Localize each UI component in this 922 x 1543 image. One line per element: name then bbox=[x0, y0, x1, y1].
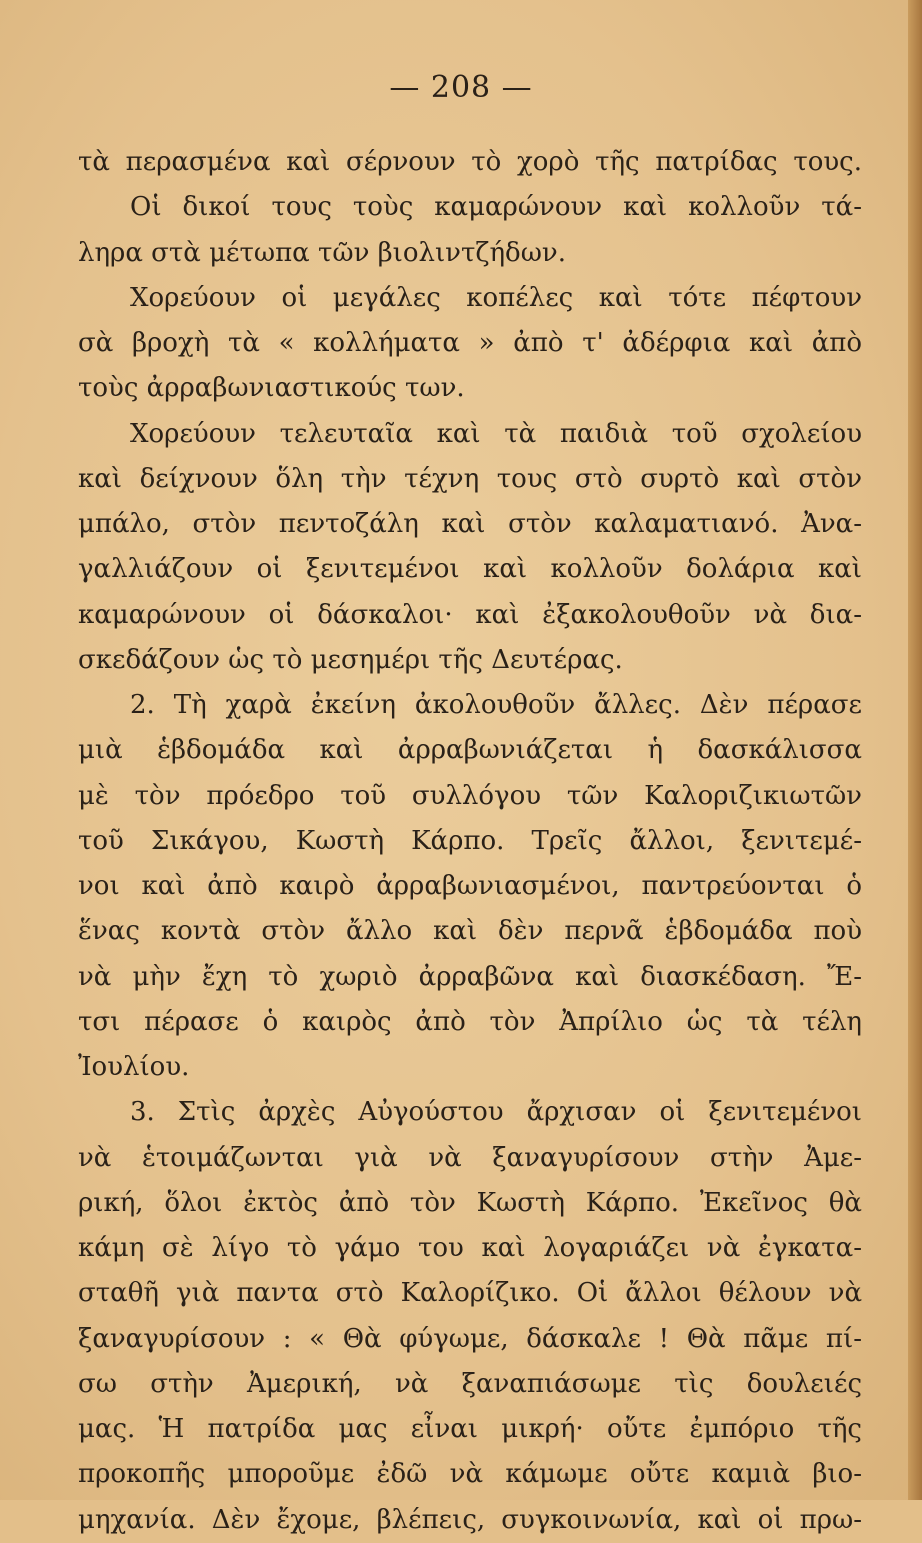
body-text bbox=[78, 140, 862, 1543]
text-line: Οἱ δικοί τους τοὺς καμαρώνουν καὶ κολλοῦν τά- bbox=[130, 192, 862, 223]
text-line: ξαναγυρίσουν : « Θὰ φύγωμε, δάσκαλε ! Θὰ πᾶμε πί- bbox=[78, 1323, 862, 1354]
text-line: μας. Ἡ πατρίδα μας εἶναι μικρή· οὔτε ἐμπόριο τῆς bbox=[78, 1414, 862, 1444]
text-line: τὰ περασμένα καὶ σέρνουν τὸ χορὸ τῆς πατρίδας τους. bbox=[78, 147, 862, 177]
page-edge bbox=[908, 0, 922, 1500]
text-line: τοὺς ἀρραβωνιαστικούς των. bbox=[78, 373, 465, 404]
text-line: σὰ βροχὴ τὰ « κολλήματα » ἀπὸ τ' ἀδέρφια καὶ ἀπὸ bbox=[78, 328, 862, 358]
text-line: μηχανία. Δὲν ἔχομε, βλέπεις, συγκοινωνία, καὶ οἱ πρω- bbox=[78, 1504, 862, 1535]
text-line: καμαρώνουν οἱ δάσκαλοι· καὶ ἐξακολουθοῦν νὰ δια- bbox=[78, 599, 862, 630]
text-line: τοῦ Σικάγου, Κωστὴ Κάρπο. Τρεῖς ἄλλοι, ξενιτεμέ- bbox=[78, 825, 862, 856]
text-line: κάμη σὲ λίγο τὸ γάμο του καὶ λογαριάζει νὰ ἐγκατα- bbox=[78, 1233, 862, 1263]
text-line: ρική, ὅλοι ἐκτὸς ἀπὸ τὸν Κωστὴ Κάρπο. Ἐκεῖνος θὰ bbox=[78, 1187, 862, 1218]
text-line: νοι καὶ ἀπὸ καιρὸ ἀρραβωνιασμένοι, παντρεύονται ὁ bbox=[78, 871, 862, 901]
text-line: νὰ ἑτοιμάζωνται γιὰ νὰ ξαναγυρίσουν στὴν Ἀμε- bbox=[78, 1142, 862, 1173]
text-line: γαλλιάζουν οἱ ξενιτεμένοι καὶ κολλοῦν δολάρια καὶ bbox=[78, 554, 862, 585]
text-line: προκοπῆς μποροῦμε ἐδῶ νὰ κάμωμε οὔτε καμιὰ βιο- bbox=[78, 1459, 862, 1490]
text-line: ἕνας κοντὰ στὸν ἄλλο καὶ δὲν περνᾶ ἑβδομάδα ποὺ bbox=[78, 916, 862, 947]
text-line: Ἰουλίου. bbox=[78, 1052, 190, 1082]
text-line: καὶ δείχνουν ὅλη τὴν τέχνη τους στὸ συρτὸ καὶ στὸν bbox=[78, 463, 862, 494]
text-line: 3. Στὶς ἀρχὲς Αὐγούστου ἄρχισαν οἱ ξενιτεμένοι bbox=[130, 1097, 862, 1128]
text-line: μὲ τὸν πρόεδρο τοῦ συλλόγου τῶν Καλοριζικιωτῶν bbox=[78, 780, 862, 811]
text-line: σω στὴν Ἀμερική, νὰ ξαναπιάσωμε τὶς δουλειές bbox=[78, 1368, 862, 1399]
text-line: μπάλο, στὸν πεντοζάλη καὶ στὸν καλαματιανό. Ἀνα- bbox=[78, 509, 862, 539]
text-line: 2. Τὴ χαρὰ ἐκείνη ἀκολουθοῦν ἄλλες. Δὲν πέρασε bbox=[130, 690, 862, 720]
text-line: μιὰ ἑβδομάδα καὶ ἀρραβωνιάζεται ἡ δασκάλισσα bbox=[78, 735, 862, 766]
text-line: τσι πέρασε ὁ καιρὸς ἀπὸ τὸν Ἀπρίλιο ὡς τὰ τέλη bbox=[78, 1006, 862, 1037]
text-line: σκεδάζουν ὡς τὸ μεσημέρι τῆς Δευτέρας. bbox=[78, 644, 623, 675]
text-line: Χορεύουν τελευταῖα καὶ τὰ παιδιὰ τοῦ σχολείου bbox=[130, 418, 862, 449]
text-line: Χορεύουν οἱ μεγάλες κοπέλες καὶ τότε πέφτουν bbox=[130, 282, 862, 313]
page-number: — 208 — bbox=[389, 70, 533, 105]
text-line: νὰ μὴν ἔχη τὸ χωριὸ ἀρραβῶνα καὶ διασκέδαση. Ἔ- bbox=[78, 961, 862, 992]
text-line: ληρα στὰ μέτωπα τῶν βιολιντζήδων. bbox=[78, 237, 566, 268]
text-line: σταθῆ γιὰ παντα στὸ Καλορίζικο. Οἱ ἄλλοι θέλουν νὰ bbox=[78, 1278, 862, 1309]
